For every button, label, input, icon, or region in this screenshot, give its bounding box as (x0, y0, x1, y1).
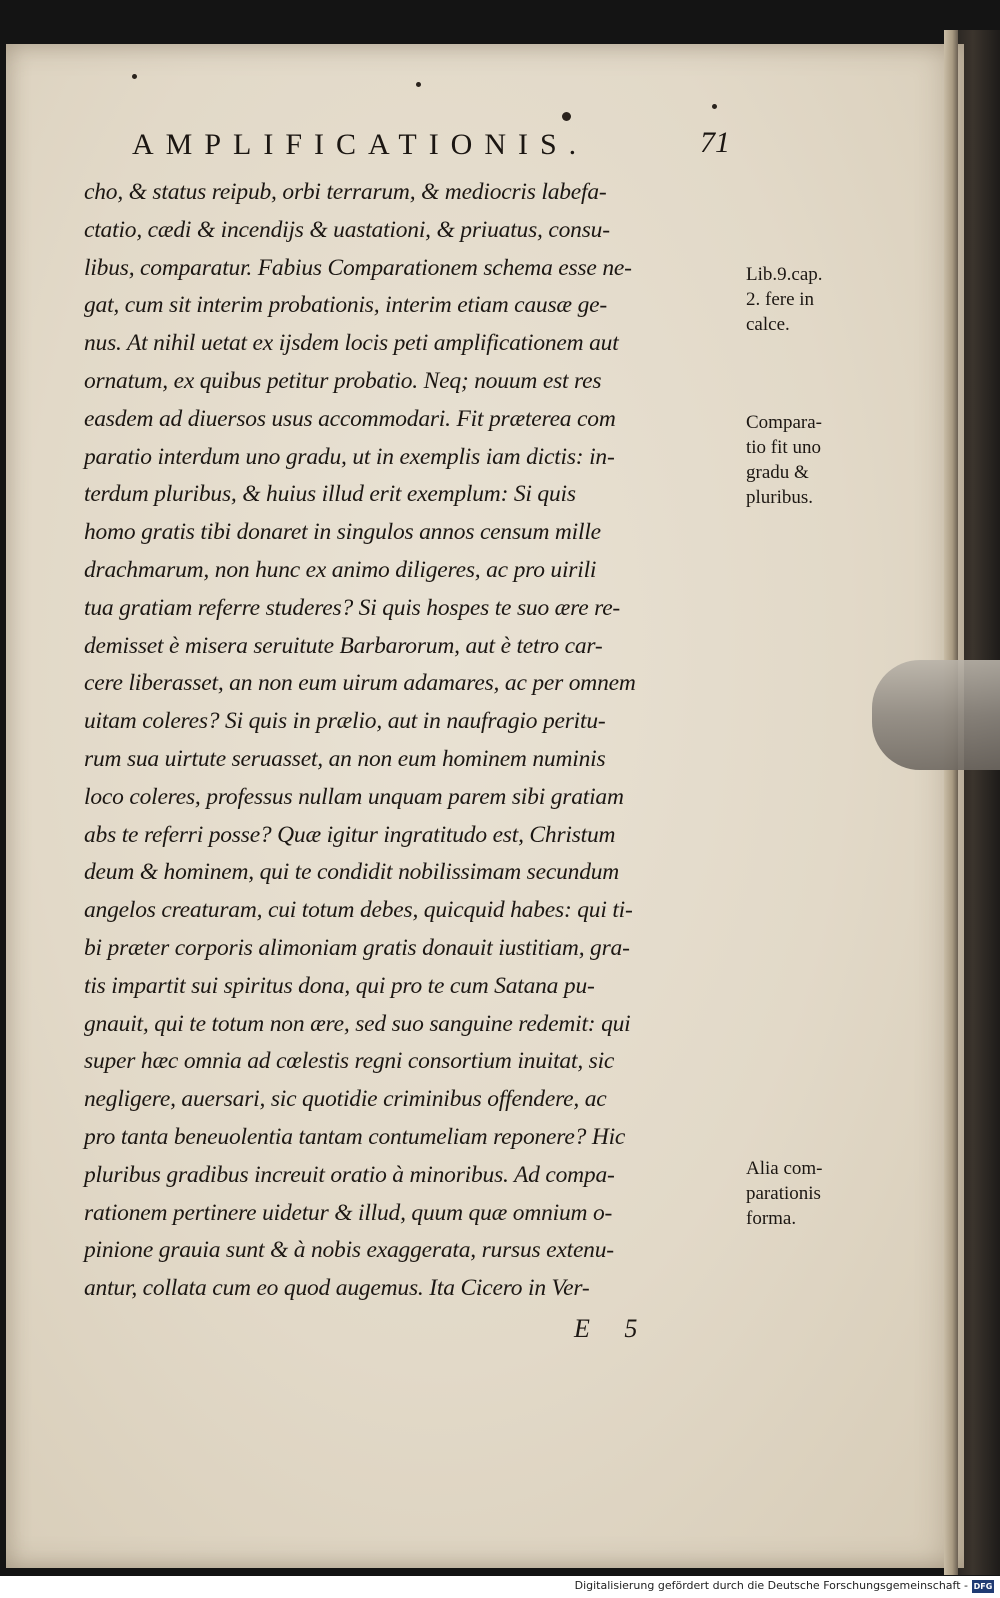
text-line: ctatio, cædi & incendijs & uastationi, & priuatus, consu- (84, 216, 610, 243)
text-line: pro tanta beneuolentia tantam contumeliam reponere? Hic (84, 1123, 626, 1150)
ink-speck (562, 112, 571, 121)
text-line: gat, cum sit interim probationis, interim etiam causæ ge- (84, 292, 607, 319)
text-line: rationem pertinere uidetur & illud, quum quæ omnium o- (84, 1199, 613, 1226)
margin-note-line: Compara- (746, 412, 822, 433)
text-line: antur, collata cum eo quod augemus. Ita Cicero in Ver- (84, 1275, 590, 1302)
margin-note-line: 2. fere in (746, 289, 815, 310)
text-line: demisset è misera seruitute Barbarorum, aut è tetro car- (84, 632, 603, 659)
funding-credit: Digitalisierung gefördert durch die Deutsche Forschungsgemeinschaft - (574, 1579, 968, 1592)
text-line: drachmarum, non hunc ex animo diligeres, ac pro uirili (84, 556, 597, 583)
text-line: pluribus gradibus increuit oratio à minoribus. Ad compa- (84, 1161, 615, 1188)
text-line: terdum pluribus, & huius illud erit exemplum: Si quis (84, 481, 576, 508)
margin-note-line: gradu & (746, 462, 809, 483)
page-edge (944, 30, 958, 1575)
text-line: ornatum, ex quibus petitur probatio. Neq; nouum est res (84, 367, 602, 394)
text-line: rum sua uirtute seruasset, an non eum hominem numinis (84, 745, 606, 772)
text-line: paratio interdum uno gradu, ut in exemplis iam dictis: in- (84, 443, 615, 470)
text-line: super hæc omnia ad cœlestis regni consortium inuitat, sic (84, 1048, 615, 1075)
text-line: libus, comparatur. Fabius Comparationem schema esse ne- (84, 254, 632, 281)
margin-note-line: parationis (746, 1183, 821, 1204)
text-line: loco coleres, professus nullam unquam parem sibi gratiam (84, 783, 624, 810)
text-line: cere liberasset, an non eum uirum adamares, ac per omnem (84, 670, 636, 697)
margin-note-line: tio fit uno (746, 437, 821, 458)
text-line: deum & hominem, qui te condidit nobilissimam secundum (84, 859, 620, 886)
signature-mark: E 5 (574, 1314, 652, 1343)
ink-speck (712, 104, 717, 109)
text-line: tis impartit sui spiritus dona, qui pro te cum Satana pu- (84, 972, 595, 999)
text-line: uitam coleres? Si quis in prælio, aut in naufragio peritu- (84, 708, 606, 735)
text-line: tua gratiam referre studeres? Si quis hospes te suo ære re- (84, 594, 621, 621)
text-line: cho, & status reipub, orbi terrarum, & mediocris labefa- (84, 179, 607, 205)
text-line: homo gratis tibi donaret in singulos annos censum mille (84, 519, 601, 546)
dfg-logo: DFG (973, 1582, 993, 1591)
page-clip (872, 660, 1000, 770)
running-head: AMPLIFICATIONIS. (132, 128, 589, 161)
margin-note-line: pluribus. (746, 487, 814, 508)
text-line: bi præter corporis alimoniam gratis donauit iustitiam, gra- (84, 934, 630, 961)
text-line: angelos creaturam, cui totum debes, quicquid habes: qui ti- (84, 897, 633, 924)
margin-note-line: Lib.9.cap. (746, 264, 823, 285)
ink-speck (132, 74, 137, 79)
margin-note-citation (746, 262, 886, 337)
text-line: gnauit, qui te totum non ære, sed suo sanguine redemit: qui (84, 1010, 631, 1037)
page-number: 71 (700, 126, 730, 159)
text-line: nus. At nihil uetat ex ijsdem locis peti amplificationem aut (84, 330, 619, 357)
text-line: abs te referri posse? Quæ igitur ingratitudo est, Christum (84, 821, 616, 848)
text-line: easdem ad diuersos usus accommodari. Fit præterea com (84, 405, 616, 432)
margin-note-alia (746, 1156, 886, 1231)
body-text (84, 174, 744, 1308)
margin-note-line: Alia com- (746, 1158, 823, 1179)
margin-note-line: calce. (746, 314, 790, 335)
margin-note-line: forma. (746, 1208, 797, 1229)
text-line: pinione grauia sunt & à nobis exaggerata, rursus extenu- (84, 1237, 614, 1264)
margin-note-comparatio (746, 410, 886, 510)
ink-speck (416, 82, 421, 87)
text-line: negligere, auersari, sic quotidie criminibus offendere, ac (84, 1086, 607, 1113)
